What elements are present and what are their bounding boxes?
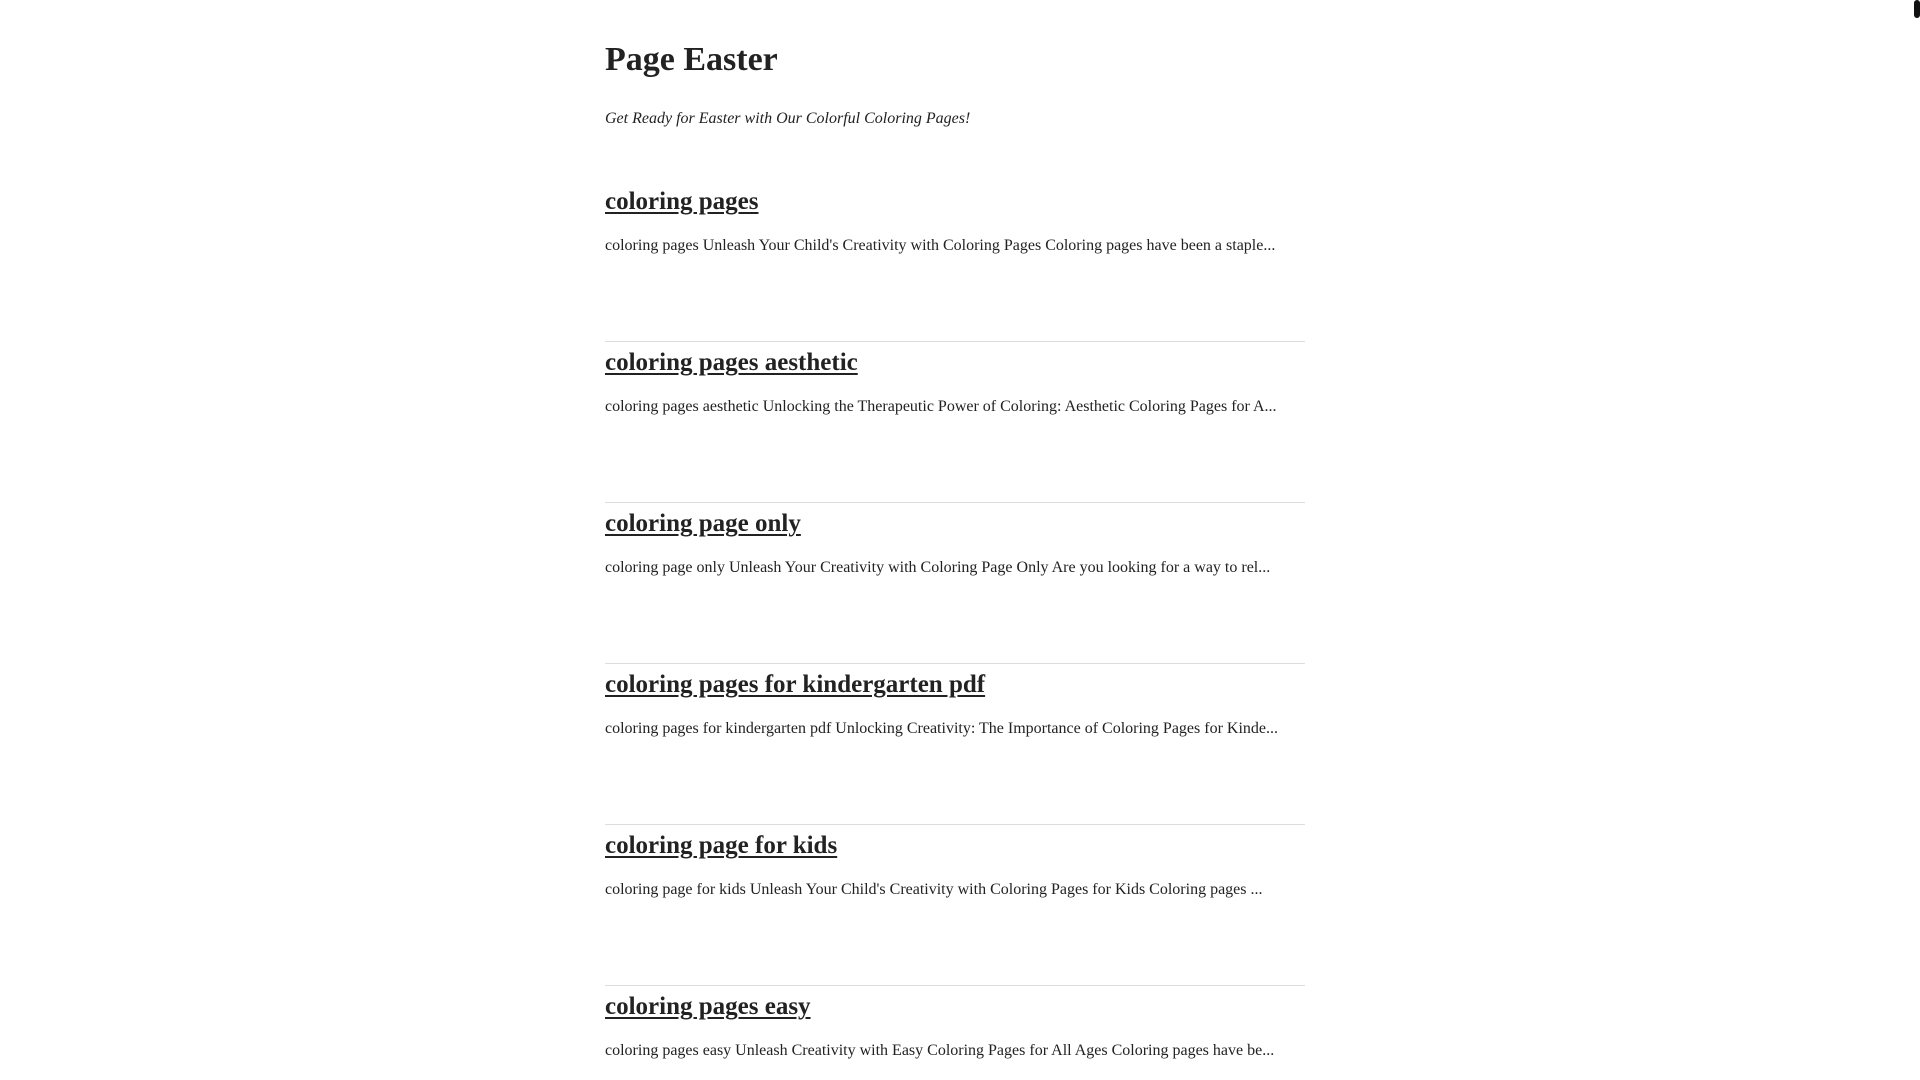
post-title-link[interactable]: coloring pages aesthetic xyxy=(605,349,858,376)
post-title-link[interactable]: coloring pages xyxy=(605,188,759,215)
post-excerpt: coloring page only Unleash Your Creativity with Coloring Page Only Are you looking for a way to rel... xyxy=(605,559,1271,576)
post-title-link[interactable]: coloring page only xyxy=(605,510,801,537)
post-excerpt: coloring pages aesthetic Unlocking the Therapeutic Power of Coloring: Aesthetic Coloring Pages for A... xyxy=(605,398,1277,415)
post-item xyxy=(605,825,1305,986)
post-title xyxy=(605,345,858,381)
post-title-link[interactable]: coloring page for kids xyxy=(605,832,838,859)
post-title xyxy=(605,184,758,220)
post-title xyxy=(605,828,837,864)
post-item xyxy=(605,986,1305,1080)
site-tagline: Get Ready for Easter with Our Colorful Coloring Pages! xyxy=(605,110,971,127)
post-item xyxy=(605,342,1305,503)
post-title-link[interactable]: coloring pages for kindergarten pdf xyxy=(605,671,986,698)
post-title xyxy=(605,667,985,703)
post-title xyxy=(605,506,801,542)
site-title: Page Easter xyxy=(605,41,778,78)
post-title-link[interactable]: coloring pages easy xyxy=(605,993,811,1020)
post-list xyxy=(605,181,1305,1080)
post-item xyxy=(605,503,1305,664)
post-title xyxy=(605,989,811,1025)
post-excerpt: coloring pages Unleash Your Child's Creativity with Coloring Pages Coloring pages have been a staple... xyxy=(605,237,1276,254)
post-item xyxy=(605,181,1305,342)
post-excerpt: coloring pages for kindergarten pdf Unlocking Creativity: The Importance of Coloring Pages for Kinde... xyxy=(605,720,1279,737)
scrollbar-thumb[interactable] xyxy=(1914,0,1920,18)
post-excerpt: coloring page for kids Unleash Your Child's Creativity with Coloring Pages for Kids Coloring pages ... xyxy=(605,881,1263,898)
post-item xyxy=(605,664,1305,825)
post-excerpt: coloring pages easy Unleash Creativity with Easy Coloring Pages for All Ages Coloring pages have be... xyxy=(605,1042,1275,1059)
